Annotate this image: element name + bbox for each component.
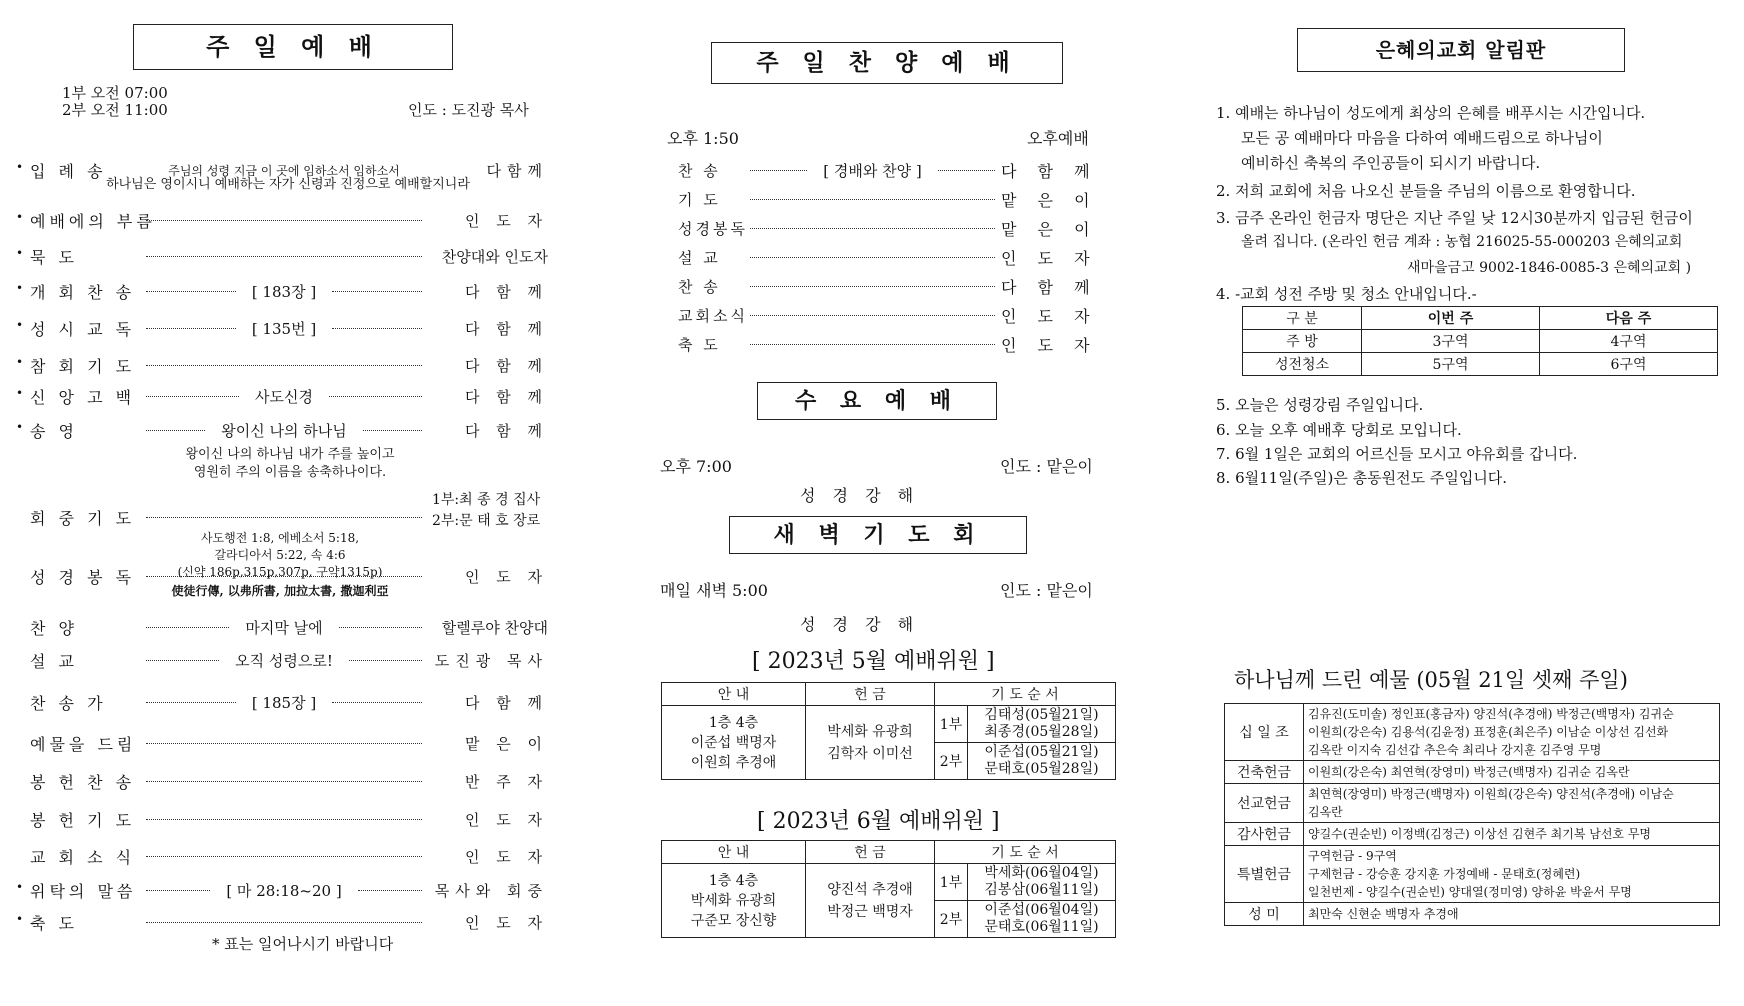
- service-row-detail: [ 135번 ]: [251, 319, 317, 338]
- service-row-person: 다 함 께: [464, 282, 548, 301]
- guide-line: 이원희 추경애: [690, 754, 777, 771]
- service-row-person: 인 도 자: [464, 211, 548, 230]
- offering-line: 양길수(권순빈) 이정백(김정근) 이상선 김현주 최기복 남선호 무명: [1308, 827, 1652, 841]
- prayer-label-2: 2부: [935, 901, 968, 938]
- notice-3a: 3. 금주 온라인 헌금자 명단은 지난 주일 낮 12시30분까지 입금된 헌금이: [1216, 209, 1693, 227]
- afternoon-service-row: [678, 334, 1096, 354]
- clean-cell: 4구역: [1540, 330, 1718, 353]
- notice-5: 5. 오늘은 성령강림 주일입니다.: [1216, 396, 1424, 414]
- left-service-row: [18, 650, 548, 670]
- service-row-detail: 왕이신 나의 하나님: [221, 421, 347, 440]
- guide-line: 구준모 장신향: [690, 912, 777, 929]
- offering-names: [1304, 761, 1720, 784]
- notice-2: 2. 저희 교회에 처음 나오신 분들을 주님의 이름으로 환영합니다.: [1216, 182, 1636, 200]
- afternoon-service-row: [678, 160, 1096, 180]
- offering-row: [1225, 823, 1720, 846]
- leader-dots: [750, 170, 807, 171]
- left-service-row: [18, 733, 548, 753]
- left-service-row: [18, 771, 548, 791]
- leader-dots: [750, 286, 995, 287]
- june-committee-table: [661, 840, 1116, 938]
- prayer-entry: 최종경(05월28일): [984, 724, 1099, 740]
- service-row-label: 찬 송: [678, 161, 721, 180]
- service-row-label: 성 경 봉 독: [30, 567, 136, 587]
- leader-dots: [363, 430, 422, 431]
- service-row-label: 봉 헌 찬 송: [30, 772, 136, 792]
- notice-6: 6. 오늘 오후 예배후 당회로 모입니다.: [1216, 421, 1462, 439]
- leader-dots: [146, 781, 422, 782]
- leader-dots: [146, 291, 236, 292]
- clean-cell: 5구역: [1362, 353, 1540, 376]
- service-row-detail: 주님의 성령 지금 이 곳에 임하소서 임하소서: [168, 163, 400, 178]
- prayer-entry: 문태호(05월28일): [984, 761, 1099, 777]
- service-row-label: 기 도: [678, 190, 721, 209]
- service-row-label: 예배에의 부름: [30, 211, 156, 231]
- service-row-label: 입 례 송: [30, 161, 107, 181]
- left-service-row: [18, 617, 548, 637]
- service-row-person: 다 함 께: [464, 421, 548, 440]
- left-service-row: [18, 355, 548, 375]
- required-standing-mark: •: [16, 912, 24, 926]
- left-service-row: [18, 809, 548, 829]
- wednesday-service-title: 수 요 예 배: [757, 382, 997, 420]
- header-prayer: 기 도 순 서: [935, 683, 1116, 706]
- service-row-person: 다 함 께: [464, 356, 548, 375]
- service-row-label: 교 회 소 식: [30, 847, 136, 867]
- prayer-label-1: 1부: [935, 706, 968, 743]
- dawn-prayer-title: 새 벽 기 도 회: [729, 516, 1027, 554]
- required-standing-mark: •: [16, 160, 24, 174]
- prayer-entry: 문태호(06월11일): [984, 919, 1099, 935]
- service-row-label: 찬 송 가: [30, 693, 107, 713]
- entrance-note: 하나님은 영이시니 예배하는 자가 신령과 진정으로 예배할지니라: [106, 177, 470, 192]
- service-row-person: 다 함 께: [464, 693, 548, 712]
- clean-cell: 6구역: [1540, 353, 1718, 376]
- clean-cell: 3구역: [1362, 330, 1540, 353]
- june-committee-title: [ 2023년 6월 예배위원 ]: [757, 809, 1000, 834]
- dawn-leader: 인도 : 맡은이: [1000, 581, 1093, 600]
- offering-line: 최연혁(장영미) 박정근(백명자) 이원희(강은숙) 양진석(추경애) 이남순: [1308, 787, 1674, 801]
- service-row-label: 신 앙 고 백: [30, 387, 136, 407]
- left-service-row: [18, 318, 548, 338]
- prayer-leader-1: 1부:최 종 경 집사: [432, 492, 541, 508]
- service-row-person: 다 함 께: [464, 319, 548, 338]
- required-standing-mark: •: [16, 210, 24, 224]
- service-row-person: 목사와 회중: [434, 881, 549, 900]
- service-row-person: 찬양대와 인도자: [441, 247, 548, 266]
- offering-row: [1225, 704, 1720, 761]
- prayer-label-1: 1부: [935, 864, 968, 901]
- service-row-person: 인 도 자: [1001, 248, 1098, 268]
- offering-category: 성 미: [1225, 903, 1304, 926]
- dawn-time: 매일 새벽 5:00: [660, 581, 768, 600]
- clean-header: 다음 주: [1540, 307, 1718, 330]
- required-standing-mark: •: [16, 420, 24, 434]
- offering-category: 건축헌금: [1225, 761, 1304, 784]
- scripture-line-2: 갈라디아서 5:22, 속 4:6: [214, 548, 346, 562]
- offering-line: 박세화 유광희: [827, 723, 913, 740]
- offering-line: 일천번제 - 양길수(권순빈) 양대열(정미영) 양하윤 박윤서 무명: [1308, 885, 1632, 899]
- notice-8: 8. 6월11일(주일)은 총동원전도 주일입니다.: [1216, 469, 1508, 487]
- leader-dots: [146, 396, 239, 397]
- required-standing-mark: •: [16, 281, 24, 295]
- service-row-label: 축 도: [678, 335, 721, 354]
- leader-dots: [146, 890, 210, 891]
- service-row-label: 봉 헌 기 도: [30, 810, 136, 830]
- offering-line: 김옥란 이지숙 김선갑 추은숙 최리나 강지훈 김주영 무명: [1308, 743, 1602, 757]
- service-row-label: 축 도: [30, 913, 78, 933]
- offering-names: [1304, 846, 1720, 903]
- guide-line: 박세화 유광희: [690, 892, 777, 909]
- afternoon-service-row: [678, 305, 1096, 325]
- guide-line: 1층 4층: [708, 714, 759, 731]
- notice-3c: 새마을금고 9002-1846-0085-3 은혜의교회 ): [1407, 260, 1692, 276]
- wednesday-subtitle: 성 경 강 해: [800, 486, 920, 505]
- clean-header: 이번 주: [1362, 307, 1540, 330]
- service-row-person: 인 도 자: [464, 847, 548, 866]
- offering-line: 구역헌금 - 9구역: [1308, 849, 1397, 863]
- service-row-person: 반 주 자: [464, 772, 548, 791]
- leader-dots: [146, 328, 236, 329]
- service-row-label: 교회소식: [678, 306, 748, 325]
- scripture-line-4: 使徒行傳, 以弗所書, 加拉太書, 撒迦利亞: [171, 584, 389, 598]
- service-row-person: 인 도 자: [464, 913, 548, 932]
- afternoon-service-row: [678, 189, 1096, 209]
- leader-dots: [146, 627, 229, 628]
- offering-line: 김학자 이미선: [827, 745, 913, 762]
- service-row-person: 할렐루야 찬양대: [441, 618, 548, 637]
- leader-dots: [146, 819, 422, 820]
- prayer-entry: 김봉삼(06월11일): [984, 882, 1099, 898]
- header-offering: 헌 금: [806, 683, 935, 706]
- offering-line: 김옥란: [1308, 805, 1343, 819]
- offering-line: 박정근 백명자: [827, 903, 913, 920]
- service-row-label: 성 시 교 독: [30, 319, 136, 339]
- leader-dots: [750, 199, 995, 200]
- offering-names: [1304, 823, 1720, 846]
- clean-cell: 주 방: [1243, 330, 1362, 353]
- service-time-1: 1부 오전 07:00: [62, 84, 168, 102]
- notice-1a: 1. 예배는 하나님이 성도에게 최상의 은혜를 배푸시는 시간입니다.: [1216, 104, 1646, 122]
- required-standing-mark: •: [16, 355, 24, 369]
- offering-names: [1304, 784, 1720, 823]
- leader-dots: [146, 922, 422, 923]
- left-service-row: [18, 846, 548, 866]
- service-leader: 인도 : 도진광 목사: [408, 101, 529, 119]
- required-standing-mark: •: [16, 246, 24, 260]
- standing-note: * 표는 일어나시기 바랍니다: [212, 935, 394, 953]
- service-row-person: 다함께: [486, 161, 549, 180]
- leader-dots: [146, 743, 422, 744]
- leader-dots: [750, 315, 995, 316]
- scripture-line-3: (신약 186p,315p,307p, 구약1315p): [177, 565, 383, 579]
- afternoon-service-row: [678, 276, 1096, 296]
- offering-category: 선교헌금: [1225, 784, 1304, 823]
- service-row-detail: 마지막 날에: [245, 618, 323, 637]
- leader-dots: [146, 517, 422, 518]
- service-row-label: 송 영: [30, 421, 78, 441]
- doxology-line-2: 영원히 주의 이름을 송축하나이다.: [193, 465, 387, 480]
- prayer-entry: 박세화(06월04일): [984, 865, 1099, 881]
- service-row-label: 설 교: [30, 651, 78, 671]
- offering-line: 양진석 추경애: [827, 881, 913, 898]
- left-service-row: [18, 420, 548, 440]
- offering-line: 구제헌금 - 강승훈 강지훈 가정예배 - 문태호(정혜련): [1308, 867, 1581, 881]
- notice-1b: 모든 공 예배마다 마음을 다하여 예배드림으로 하나님이: [1241, 129, 1603, 147]
- required-standing-mark: •: [16, 318, 24, 332]
- leader-dots: [332, 702, 422, 703]
- service-row-label: 설 교: [678, 248, 721, 267]
- leader-dots: [938, 170, 995, 171]
- leader-dots: [146, 702, 236, 703]
- notice-board-title: 은혜의교회 알림판: [1297, 28, 1625, 72]
- offering-category: 십 일 조: [1225, 704, 1304, 761]
- service-row-person: 인 도 자: [464, 567, 548, 586]
- guide-line: 1층 4층: [708, 872, 759, 889]
- required-standing-mark: •: [16, 386, 24, 400]
- left-service-row: [18, 692, 548, 712]
- offering-category: 감사헌금: [1225, 823, 1304, 846]
- service-row-detail: 오직 성령으로!: [235, 651, 333, 670]
- prayer-label-2: 2부: [935, 743, 968, 780]
- wednesday-leader: 인도 : 맡은이: [1000, 457, 1093, 476]
- service-row-person: 맡 은 이: [1001, 190, 1098, 210]
- prayer-entry: 이준섭(05월21일): [984, 744, 1099, 760]
- service-row-label: 개 회 찬 송: [30, 282, 136, 302]
- leader-dots: [332, 291, 422, 292]
- service-row-label: 예물을 드림: [30, 734, 137, 754]
- service-row-person: 맡 은 이: [464, 734, 548, 753]
- left-service-row: [18, 386, 548, 406]
- service-row-label: 성경봉독: [678, 219, 748, 238]
- offering-row: [1225, 784, 1720, 823]
- cleaning-table: [1242, 306, 1718, 376]
- leader-dots: [146, 856, 422, 857]
- service-row-person: 다 함 께: [464, 387, 548, 406]
- service-row-detail: [ 183장 ]: [251, 282, 317, 301]
- offering-category: 특별헌금: [1225, 846, 1304, 903]
- service-row-person: 인 도 자: [1001, 306, 1098, 326]
- leader-dots: [146, 256, 422, 257]
- service-row-person: 다 함 께: [1001, 161, 1098, 181]
- header-guide: 안 내: [662, 841, 806, 864]
- service-row-detail: [ 185장 ]: [251, 693, 317, 712]
- service-row-label: 찬 송: [678, 277, 721, 296]
- service-row-detail: [ 경배와 찬양 ]: [823, 161, 922, 180]
- service-row-detail: [ 마 28:18~20 ]: [226, 881, 342, 900]
- offering-names: [1304, 903, 1720, 926]
- header-offering: 헌 금: [806, 841, 935, 864]
- left-service-row: [18, 880, 548, 900]
- service-time-2: 2부 오전 11:00: [62, 101, 168, 119]
- leader-dots: [750, 228, 995, 229]
- notice-4: 4. -교회 성전 주방 및 청소 안내입니다.-: [1216, 285, 1477, 303]
- offering-row: [1225, 846, 1720, 903]
- offering-line: 최만숙 신현순 백명자 추경애: [1308, 907, 1459, 921]
- offering-title: 하나님께 드린 예물 (05월 21일 셋째 주일): [1234, 668, 1628, 692]
- clean-cell: 성전청소: [1243, 353, 1362, 376]
- dawn-subtitle: 성 경 강 해: [800, 615, 920, 634]
- service-row-label: 회 중 기 도: [30, 508, 136, 528]
- leader-dots: [146, 660, 219, 661]
- left-service-row: [18, 246, 548, 266]
- notice-3b: 올려 집니다. (온라인 헌금 계좌 : 농협 216025-55-000203 은혜의교회: [1241, 234, 1683, 250]
- leader-dots: [349, 660, 422, 661]
- wednesday-time: 오후 7:00: [660, 457, 732, 476]
- header-prayer: 기 도 순 서: [935, 841, 1116, 864]
- offering-line: 이원희(강은숙) 최연혁(장영미) 박정근(백명자) 김귀순 김옥란: [1308, 765, 1630, 779]
- afternoon-service-row: [678, 247, 1096, 267]
- service-row-person: 도진광 목사: [434, 651, 548, 670]
- prayer-entry: 이준섭(06월04일): [984, 902, 1099, 918]
- prayer-entry: 김태성(05월21일): [984, 707, 1099, 723]
- service-row-person: 맡 은 이: [1001, 219, 1098, 239]
- notice-7: 7. 6월 1일은 교회의 어르신들 모시고 야유회를 갑니다.: [1216, 445, 1578, 463]
- clean-header: 구 분: [1243, 307, 1362, 330]
- sunday-service-title: 주 일 예 배: [133, 24, 453, 70]
- afternoon-service-row: [678, 218, 1096, 238]
- afternoon-service-name: 오후예배: [1027, 129, 1089, 148]
- offering-row: [1225, 903, 1720, 926]
- guide-line: 이준섭 백명자: [690, 734, 777, 751]
- service-row-label: 찬 양: [30, 618, 78, 638]
- leader-dots: [146, 430, 205, 431]
- service-row-label: 묵 도: [30, 247, 78, 267]
- service-row-person: 인 도 자: [464, 810, 548, 829]
- leader-dots: [339, 627, 422, 628]
- may-committee-title: [ 2023년 5월 예배위원 ]: [752, 649, 995, 674]
- service-row-label: 참 회 기 도: [30, 356, 136, 376]
- afternoon-service-title: 주 일 찬 양 예 배: [711, 42, 1063, 84]
- required-standing-mark: •: [16, 880, 24, 894]
- leader-dots: [146, 365, 422, 366]
- left-service-row: [18, 912, 548, 932]
- left-service-row: [18, 281, 548, 301]
- prayer-leader-2: 2부:문 태 호 장로: [432, 513, 541, 529]
- leader-dots: [750, 257, 995, 258]
- offering-row: [1225, 761, 1720, 784]
- doxology-line-1: 왕이신 나의 하나님 내가 주를 높이고: [185, 447, 395, 462]
- leader-dots: [750, 344, 995, 345]
- service-row-person: 다 함 께: [1001, 277, 1098, 297]
- leader-dots: [332, 328, 422, 329]
- may-committee-table: [661, 682, 1116, 780]
- offering-list-table: [1224, 703, 1720, 926]
- afternoon-time: 오후 1:50: [667, 129, 739, 148]
- offering-line: 김유진(도미솔) 정인표(홍금자) 양진석(추경애) 박정근(백명자) 김귀순: [1308, 707, 1674, 721]
- service-row-detail: 사도신경: [255, 387, 313, 406]
- scripture-line-1: 사도행전 1:8, 에베소서 5:18,: [200, 531, 360, 545]
- service-row-person: 인 도 자: [1001, 335, 1098, 355]
- service-row-label: 위탁의 말씀: [30, 881, 137, 901]
- left-service-row: [18, 210, 548, 230]
- offering-line: 이원희(강은숙) 김용석(김윤정) 표정훈(최은주) 이남순 이상선 김선화: [1308, 725, 1669, 739]
- leader-dots: [358, 890, 422, 891]
- leader-dots: [329, 396, 422, 397]
- header-guide: 안 내: [662, 683, 806, 706]
- offering-names: [1304, 704, 1720, 761]
- leader-dots: [146, 220, 422, 221]
- notice-1c: 예비하신 축복의 주인공들이 되시기 바랍니다.: [1241, 154, 1541, 172]
